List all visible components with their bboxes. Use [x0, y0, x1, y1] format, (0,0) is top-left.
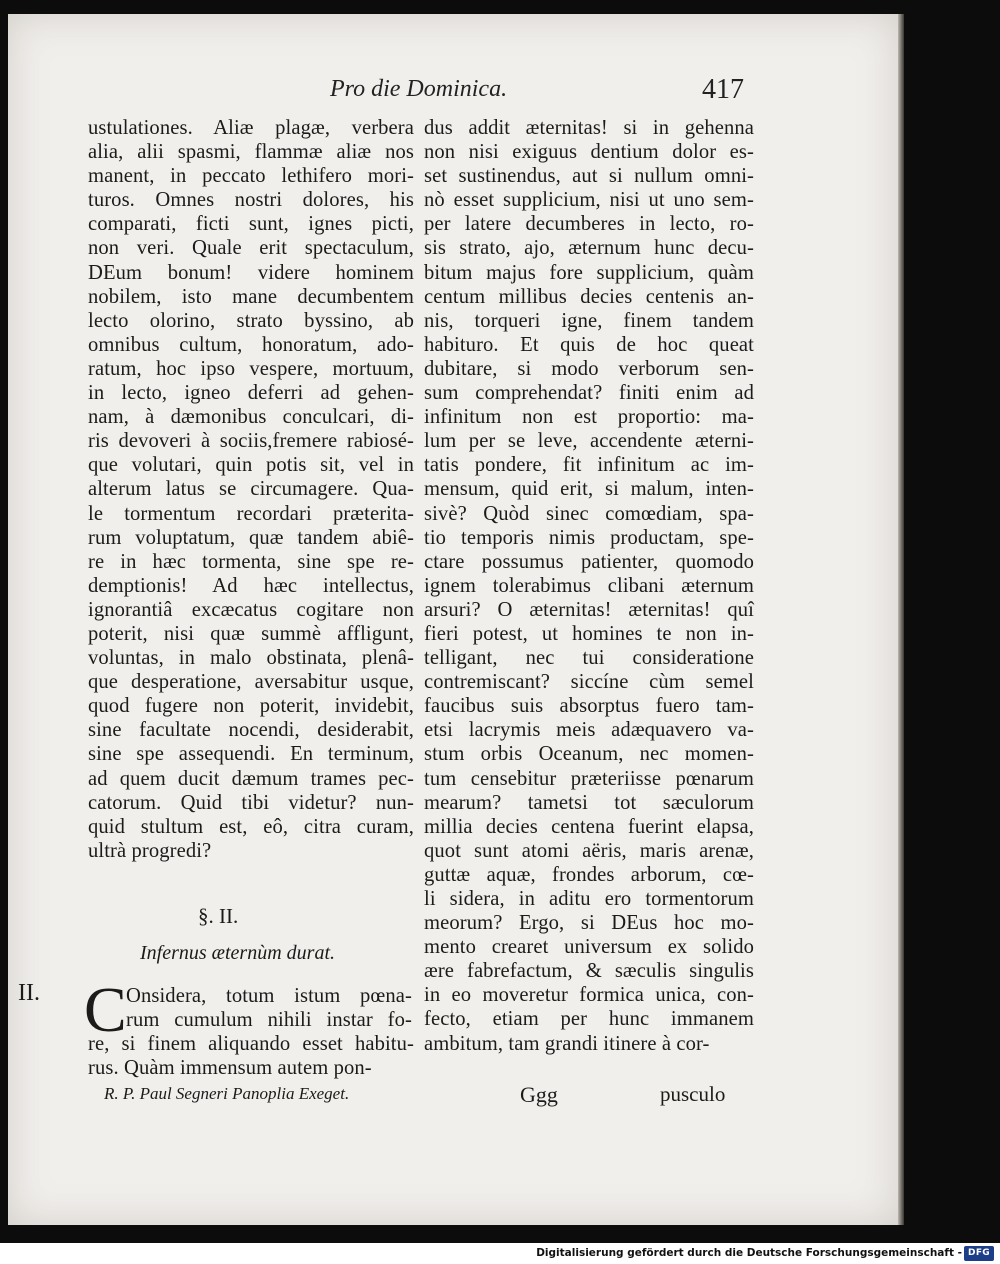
text-line: lecto olorino, strato byssino, ab — [88, 309, 414, 332]
text-line: DEum bonum! videre hominem — [88, 261, 414, 284]
text-line: nam, à dæmonibus conculcari, di- — [88, 406, 414, 429]
text-line: ustulationes. Aliæ plagæ, verbera — [88, 117, 414, 139]
text-line: lum per se leve, accendente æterni- — [424, 430, 754, 453]
text-line: rum cumulum nihili instar fo- — [126, 1009, 412, 1032]
running-head: Pro die Dominica. — [330, 76, 508, 102]
text-line: dus addit æternitas! si in gehenna — [424, 117, 754, 139]
text-line: le tormentum recordari præterita- — [88, 502, 414, 525]
text-line: poterit, nisi quæ summè affligunt, — [88, 622, 414, 645]
text-line: que volutari, quin potis sit, vel in — [88, 454, 414, 477]
text-line: faucibus suis absorptus fuero tam- — [424, 695, 754, 718]
text-line: nò esset supplicium, nisi ut uno sem- — [424, 189, 754, 212]
text-line: sine spe assequendi. En terminum, — [88, 743, 414, 766]
page-edge — [898, 14, 904, 1225]
text-line: re in hæc tormenta, sine spe re- — [88, 550, 414, 573]
text-line: sis strato, ajo, æternum hunc decu- — [424, 237, 754, 260]
text-line: arsuri? O æternitas! æternitas! quî — [424, 598, 754, 621]
text-line: dubitare, si modo verborum sen- — [424, 357, 754, 380]
text-line: manent, in peccato lethifero mori- — [88, 165, 414, 188]
section-paragraph-continued — [88, 1032, 414, 1080]
text-line: nobilem, isto mane decumbentem — [88, 285, 414, 308]
text-line: quid stultum est, eô, citra curam, — [88, 815, 414, 838]
text-line: ris devoveri à sociis,fremere rabiosé- — [88, 430, 414, 453]
text-line: quot sunt atomi aëris, maris arenæ, — [424, 839, 754, 862]
text-line: millia decies centena fuerint elapsa, — [424, 815, 754, 838]
text-line: non nisi exiguus dentium dolor es- — [424, 141, 754, 164]
text-line: mento crearet universum ex solido — [424, 936, 754, 959]
funding-credit: Digitalisierung gefördert durch die Deutsche Forschungsgemeinschaft - — [536, 1247, 962, 1259]
text-line: in lecto, igneo deferri ad gehen- — [88, 382, 414, 405]
text-line: telligant, nec tui consideratione — [424, 647, 754, 670]
section-title: Infernus æternùm durat. — [140, 942, 335, 964]
text-line: ære fabrefactum, & sæculis singulis — [424, 960, 754, 983]
text-line: ctare possumus patienter, quomodo — [424, 550, 754, 573]
drop-cap: C — [84, 974, 127, 1045]
text-line: sivè? Quòd sinec comœdiam, spa- — [424, 502, 754, 525]
section-marker: §. II. — [198, 904, 239, 928]
text-line: omnibus cultum, honoratum, ado- — [88, 333, 414, 356]
text-line: etsi lacrymis meis adæquavero va- — [424, 719, 754, 742]
text-line: tum censebitur præteriisse pœnarum — [424, 767, 754, 790]
text-line: voluntas, in malo obstinata, plenâ- — [88, 647, 414, 670]
text-line: li sidera, in aditu ero tormentorum — [424, 888, 754, 910]
text-line: rus. Quàm immensum autem pon- — [88, 1057, 372, 1080]
text-line: meorum? Ergo, si DEus hoc mo- — [424, 912, 754, 935]
text-line: guttæ aquæ, frondes arborum, cœ- — [424, 863, 754, 886]
text-line: Onsidera, totum istum pœna- — [126, 985, 412, 1007]
text-line: ultrà progredi? — [88, 839, 212, 862]
text-line: bitum majus fore supplicium, quàm — [424, 261, 754, 284]
text-line: centum millibus decies centenis an- — [424, 285, 754, 308]
text-line: contremiscant? siccíne cùm semel — [424, 671, 754, 694]
text-line: habituro. Et quis de hoc queat — [424, 333, 754, 356]
text-line: tio temporis nimis productam, spe- — [424, 526, 754, 549]
page-number: 417 — [702, 74, 744, 105]
text-line: ignorantiâ excæcatus cogitare non — [88, 598, 414, 621]
text-line: que desperatione, aversabitur usque, — [88, 671, 414, 694]
text-line: ratum, hoc ipso vespere, mortuum, — [88, 357, 414, 380]
text-line: fecto, etiam per hunc immanem — [424, 1008, 754, 1031]
text-line: mearum? tametsi tot sæculorum — [424, 791, 754, 814]
text-line: fieri potest, ut homines te non in- — [424, 622, 754, 645]
text-line: ignem tolerabimus clibani æternum — [424, 574, 754, 597]
text-line: comparati, ficti sunt, ignes picti, — [88, 213, 414, 236]
text-line: sine facultate nocendi, desiderabit, — [88, 719, 414, 742]
text-line: set sustinendus, aut si nullum omni- — [424, 165, 754, 188]
text-line: tatis pondere, fit infinitum ac im- — [424, 454, 754, 477]
text-line: alterum latus se circumagere. Qua- — [88, 478, 414, 501]
catchword: pusculo — [660, 1082, 726, 1106]
text-line: demptionis! Ad hæc intellectus, — [88, 574, 414, 597]
text-line: turos. Omnes nostri dolores, his — [88, 189, 414, 212]
text-line: mensum, quid erit, si malum, inten- — [424, 478, 754, 501]
text-line: ambitum, tam grandi itinere à cor- — [424, 1032, 710, 1055]
dfg-logo: DFG — [964, 1246, 994, 1261]
text-line: per latere decumberes in lecto, ro- — [424, 213, 754, 236]
text-line: sum comprehendat? finiti enim ad — [424, 382, 754, 405]
section-paragraph-start — [126, 984, 412, 1032]
left-column — [88, 116, 414, 863]
text-line: rum voluptatum, quæ tandem abiê- — [88, 526, 414, 549]
text-line: in eo moveretur formica unica, con- — [424, 984, 754, 1007]
text-line: alia, alii spasmi, flammæ aliæ nos — [88, 141, 414, 164]
text-line: infinitum non est proportio: ma- — [424, 406, 754, 429]
signature-line: R. P. Paul Segneri Panoplia Exeget. — [104, 1084, 350, 1103]
text-line: nis, torqueri igne, finem tandem — [424, 309, 754, 332]
text-line: re, si finem aliquando esset habitu- — [88, 1033, 414, 1055]
text-line: quod fugere non poterit, invidebit, — [88, 695, 414, 718]
margin-numeral: II. — [18, 980, 40, 1006]
text-line: stum orbis Oceanum, nec momen- — [424, 743, 754, 766]
right-column — [424, 116, 754, 1056]
text-line: non veri. Quale erit spectaculum, — [88, 237, 414, 260]
text-line: ad quem ducit dæmum trames pec- — [88, 767, 414, 790]
signature-mark: Ggg — [520, 1082, 558, 1107]
text-line: catorum. Quid tibi videtur? nun- — [88, 791, 414, 814]
